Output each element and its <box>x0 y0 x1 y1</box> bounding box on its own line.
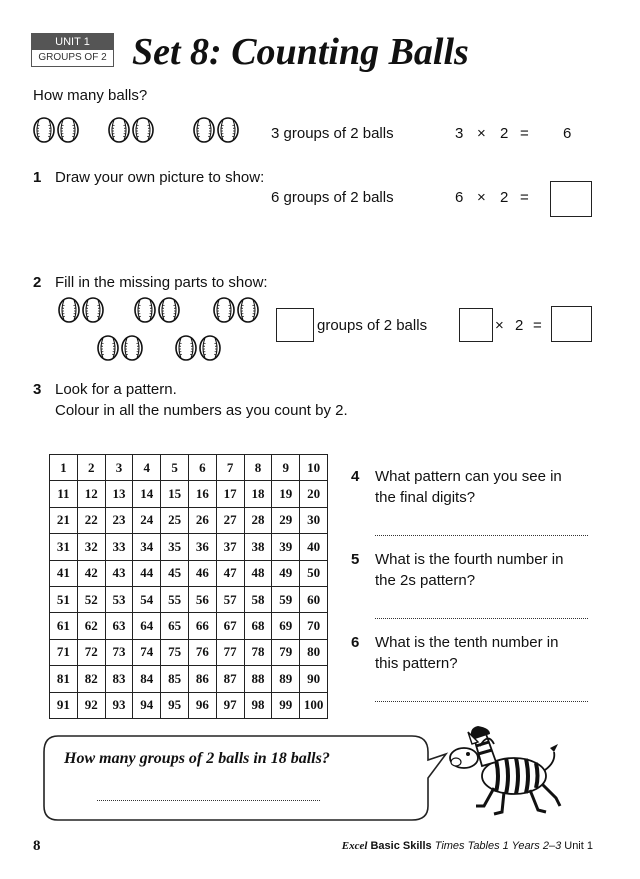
grid-cell[interactable]: 93 <box>105 692 133 718</box>
grid-cell[interactable]: 82 <box>77 666 105 692</box>
grid-cell[interactable]: 60 <box>300 586 328 612</box>
grid-cell[interactable]: 86 <box>188 666 216 692</box>
grid-cell[interactable]: 4 <box>133 455 161 481</box>
grid-cell[interactable]: 90 <box>300 666 328 692</box>
grid-cell[interactable]: 77 <box>216 639 244 665</box>
grid-cell[interactable]: 95 <box>161 692 189 718</box>
q1-eq-op: × <box>477 189 486 206</box>
grid-cell[interactable]: 50 <box>300 560 328 586</box>
q1-eq-a: 6 <box>455 189 464 206</box>
grid-row <box>50 455 328 481</box>
footer-unit: Unit 1 <box>564 840 593 852</box>
q5-answer-line[interactable] <box>375 618 588 619</box>
grid-row <box>50 586 328 612</box>
q5-line1: What is the fourth number in <box>375 551 564 568</box>
page-number: 8 <box>33 838 41 854</box>
q6-line2: this pattern? <box>375 655 458 672</box>
grid-cell[interactable]: 7 <box>216 455 244 481</box>
q4-number: 4 <box>351 468 360 485</box>
ball-icon <box>58 297 80 323</box>
grid-cell[interactable]: 38 <box>244 534 272 560</box>
bubble-question: How many groups of 2 balls in 18 balls? <box>64 750 330 767</box>
grid-cell[interactable]: 6 <box>188 455 216 481</box>
q6-number: 6 <box>351 634 360 651</box>
grid-cell[interactable]: 18 <box>244 481 272 507</box>
grid-cell[interactable]: 52 <box>77 586 105 612</box>
grid-cell[interactable]: 81 <box>50 666 78 692</box>
unit-badge <box>31 33 114 67</box>
grid-cell[interactable]: 1 <box>50 455 78 481</box>
grid-cell[interactable]: 41 <box>50 560 78 586</box>
grid-cell[interactable]: 75 <box>161 639 189 665</box>
q3-number: 3 <box>33 381 42 398</box>
q2-eq-op: × <box>495 317 504 334</box>
grid-cell[interactable]: 23 <box>105 507 133 533</box>
grid-cell[interactable]: 98 <box>244 692 272 718</box>
grid-cell[interactable]: 72 <box>77 639 105 665</box>
grid-cell[interactable]: 62 <box>77 613 105 639</box>
grid-cell[interactable]: 94 <box>133 692 161 718</box>
grid-cell[interactable]: 48 <box>244 560 272 586</box>
q2-groups-box[interactable] <box>276 308 314 342</box>
grid-cell[interactable]: 79 <box>272 639 300 665</box>
grid-cell[interactable]: 69 <box>272 613 300 639</box>
grid-cell[interactable]: 61 <box>50 613 78 639</box>
grid-cell[interactable]: 78 <box>244 639 272 665</box>
ball-icon <box>193 117 215 143</box>
ball-icon <box>82 297 104 323</box>
grid-cell[interactable]: 34 <box>133 534 161 560</box>
intro-eq-equals: = <box>520 125 529 142</box>
unit-sublabel: GROUPS OF 2 <box>38 52 107 63</box>
grid-cell[interactable]: 15 <box>161 481 189 507</box>
grid-cell[interactable]: 42 <box>77 560 105 586</box>
q6-line1: What is the tenth number in <box>375 634 559 651</box>
grid-cell[interactable]: 51 <box>50 586 78 612</box>
bubble-answer-line[interactable] <box>97 800 320 801</box>
grid-cell[interactable]: 59 <box>272 586 300 612</box>
grid-cell[interactable]: 96 <box>188 692 216 718</box>
grid-cell[interactable]: 22 <box>77 507 105 533</box>
grid-cell[interactable]: 46 <box>188 560 216 586</box>
grid-cell[interactable]: 37 <box>216 534 244 560</box>
grid-cell[interactable]: 54 <box>133 586 161 612</box>
q5-line2: the 2s pattern? <box>375 572 476 589</box>
hundred-grid <box>49 454 328 719</box>
grid-cell[interactable]: 58 <box>244 586 272 612</box>
q2-answer-box[interactable] <box>551 306 592 342</box>
grid-cell[interactable]: 25 <box>161 507 189 533</box>
grid-cell[interactable]: 88 <box>244 666 272 692</box>
grid-cell[interactable]: 40 <box>300 534 328 560</box>
zebra-icon <box>446 726 564 818</box>
intro-eq-b: 2 <box>500 125 509 142</box>
grid-cell[interactable]: 70 <box>300 613 328 639</box>
grid-cell[interactable]: 11 <box>50 481 78 507</box>
grid-cell[interactable]: 64 <box>133 613 161 639</box>
grid-cell[interactable]: 16 <box>188 481 216 507</box>
grid-cell[interactable]: 36 <box>188 534 216 560</box>
grid-cell[interactable]: 28 <box>244 507 272 533</box>
q1-eq-b: 2 <box>500 189 509 206</box>
grid-cell[interactable]: 87 <box>216 666 244 692</box>
grid-cell[interactable]: 74 <box>133 639 161 665</box>
grid-row <box>50 560 328 586</box>
page-title: Set 8: Counting Balls <box>132 31 469 73</box>
q2-number: 2 <box>33 274 42 291</box>
grid-cell[interactable]: 65 <box>161 613 189 639</box>
grid-cell[interactable]: 43 <box>105 560 133 586</box>
q4-line1: What pattern can you see in <box>375 468 562 485</box>
grid-cell[interactable]: 92 <box>77 692 105 718</box>
grid-cell[interactable]: 27 <box>216 507 244 533</box>
grid-cell[interactable]: 63 <box>105 613 133 639</box>
q3-line2: Colour in all the numbers as you count by 2. <box>55 402 348 419</box>
ball-icon <box>132 117 154 143</box>
grid-cell[interactable]: 83 <box>105 666 133 692</box>
grid-cell[interactable]: 53 <box>105 586 133 612</box>
grid-cell[interactable]: 55 <box>161 586 189 612</box>
footer-series <box>342 840 593 852</box>
grid-cell[interactable]: 47 <box>216 560 244 586</box>
q4-answer-line[interactable] <box>375 535 588 536</box>
ball-icon <box>97 335 119 361</box>
grid-cell[interactable]: 67 <box>216 613 244 639</box>
ball-icon <box>217 117 239 143</box>
grid-cell[interactable]: 45 <box>161 560 189 586</box>
ball-icon <box>108 117 130 143</box>
grid-cell[interactable]: 17 <box>216 481 244 507</box>
unit-label: UNIT 1 <box>32 34 113 50</box>
footer-series-name: Basic Skills <box>370 840 432 852</box>
ball-icon <box>158 297 180 323</box>
grid-cell[interactable]: 76 <box>188 639 216 665</box>
grid-cell[interactable]: 84 <box>133 666 161 692</box>
grid-cell[interactable]: 33 <box>105 534 133 560</box>
grid-cell[interactable]: 35 <box>161 534 189 560</box>
q4-line2: the final digits? <box>375 489 476 506</box>
speech-bubble <box>40 732 450 824</box>
grid-cell[interactable]: 73 <box>105 639 133 665</box>
q5-number: 5 <box>351 551 360 568</box>
grid-cell[interactable]: 3 <box>105 455 133 481</box>
grid-cell[interactable]: 68 <box>244 613 272 639</box>
ball-icon <box>57 117 79 143</box>
footer-book: Times Tables 1 Years 2–3 <box>434 840 562 852</box>
grid-cell[interactable]: 24 <box>133 507 161 533</box>
ball-icon <box>175 335 197 361</box>
grid-cell[interactable]: 14 <box>133 481 161 507</box>
grid-cell[interactable]: 2 <box>77 455 105 481</box>
grid-cell[interactable]: 10 <box>300 455 328 481</box>
q1-description: 6 groups of 2 balls <box>271 189 394 206</box>
ball-icon <box>199 335 221 361</box>
ball-icon <box>121 335 143 361</box>
grid-row <box>50 692 328 718</box>
grid-cell[interactable]: 100 <box>300 692 328 718</box>
grid-row <box>50 481 328 507</box>
grid-cell[interactable]: 89 <box>272 666 300 692</box>
intro-eq-a: 3 <box>455 125 464 142</box>
q2-description: groups of 2 balls <box>317 317 428 334</box>
intro-prompt: How many balls? <box>33 87 148 104</box>
grid-cell[interactable]: 97 <box>216 692 244 718</box>
ball-icon <box>134 297 156 323</box>
grid-cell[interactable]: 56 <box>188 586 216 612</box>
q2-factor-box[interactable] <box>459 308 493 342</box>
ball-icon <box>33 117 55 143</box>
intro-eq-op: × <box>477 125 486 142</box>
grid-cell[interactable]: 39 <box>272 534 300 560</box>
grid-cell[interactable]: 30 <box>300 507 328 533</box>
grid-cell[interactable]: 71 <box>50 639 78 665</box>
grid-cell[interactable]: 20 <box>300 481 328 507</box>
ball-icon <box>213 297 235 323</box>
q2-eq-b: 2 <box>515 317 524 334</box>
footer-brand: Excel <box>341 840 368 852</box>
grid-cell[interactable]: 85 <box>161 666 189 692</box>
grid-cell[interactable]: 91 <box>50 692 78 718</box>
grid-cell[interactable]: 19 <box>272 481 300 507</box>
grid-cell[interactable]: 26 <box>188 507 216 533</box>
grid-cell[interactable]: 8 <box>244 455 272 481</box>
q1-eq-equals: = <box>520 189 529 206</box>
grid-cell[interactable]: 80 <box>300 639 328 665</box>
q1-answer-box[interactable] <box>550 181 592 217</box>
grid-row <box>50 666 328 692</box>
q1-text: Draw your own picture to show: <box>55 169 265 186</box>
grid-cell[interactable]: 66 <box>188 613 216 639</box>
grid-row <box>50 534 328 560</box>
grid-cell[interactable]: 9 <box>272 455 300 481</box>
q2-eq-equals: = <box>533 317 542 334</box>
grid-cell[interactable]: 44 <box>133 560 161 586</box>
grid-cell[interactable]: 29 <box>272 507 300 533</box>
grid-row <box>50 639 328 665</box>
grid-cell[interactable]: 21 <box>50 507 78 533</box>
q6-answer-line[interactable] <box>375 701 588 702</box>
q3-line1: Look for a pattern. <box>55 381 177 398</box>
grid-cell[interactable]: 12 <box>77 481 105 507</box>
grid-cell[interactable]: 57 <box>216 586 244 612</box>
ball-icon <box>237 297 259 323</box>
grid-cell[interactable]: 49 <box>272 560 300 586</box>
grid-cell[interactable]: 13 <box>105 481 133 507</box>
grid-row <box>50 613 328 639</box>
q1-number: 1 <box>33 169 42 186</box>
grid-cell[interactable]: 5 <box>161 455 189 481</box>
intro-eq-result: 6 <box>563 125 572 142</box>
grid-row <box>50 507 328 533</box>
intro-description: 3 groups of 2 balls <box>271 125 394 142</box>
q2-text: Fill in the missing parts to show: <box>55 274 268 291</box>
grid-cell[interactable]: 31 <box>50 534 78 560</box>
grid-cell[interactable]: 32 <box>77 534 105 560</box>
grid-cell[interactable]: 99 <box>272 692 300 718</box>
